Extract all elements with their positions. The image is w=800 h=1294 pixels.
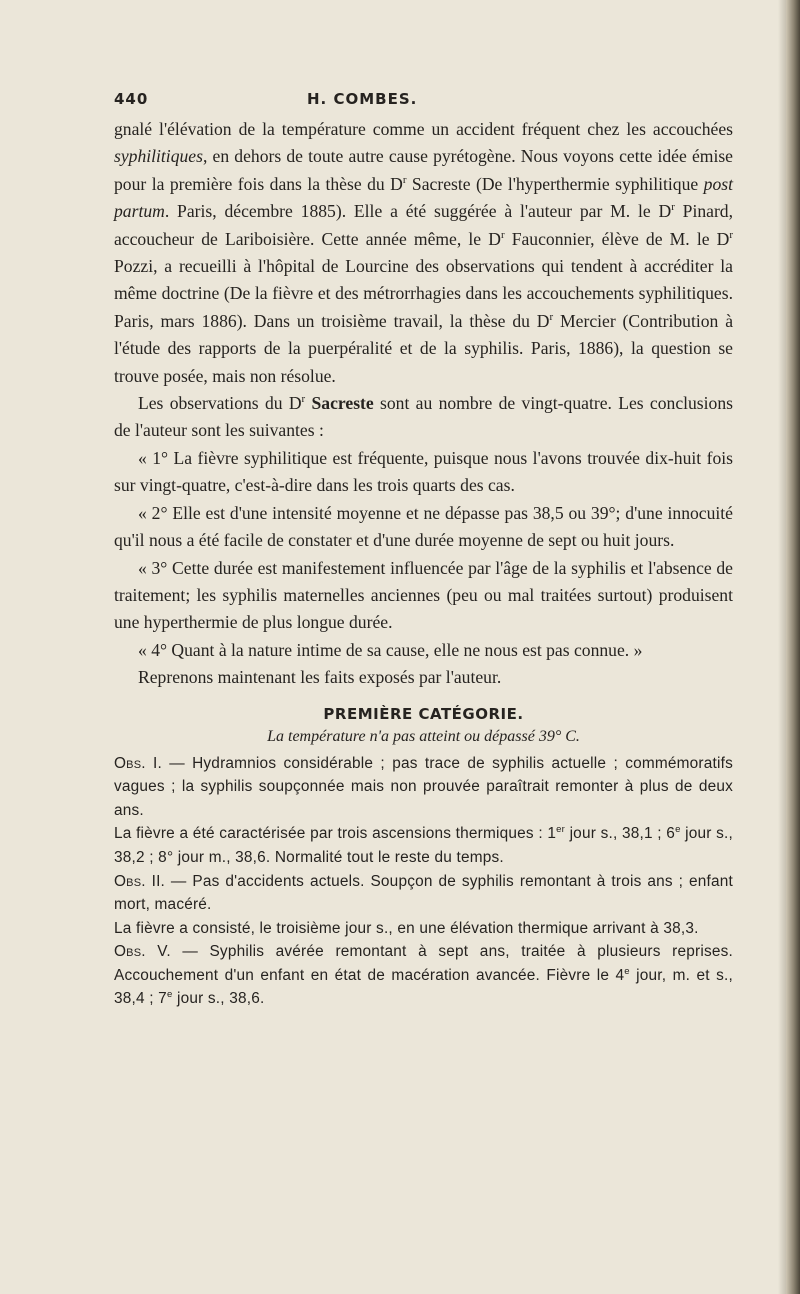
text-run: Pozzi, a recueilli à l'hôpital de Lourcine des observations qui tendent à accréditer la même doctrine (De la fièvre et des métrorrhagies dans les accouchements syphilitiques. Paris, mars 1886). Dans un troisième travail, la thèse du D	[114, 256, 733, 331]
section-heading	[114, 703, 733, 725]
observation-paragraph	[114, 870, 733, 917]
text-run: La température n'a pas atteint ou dépassé	[267, 727, 535, 745]
body-paragraph	[114, 116, 733, 390]
text-run: — Syphilis avérée remontant à sept ans, traitée à plusieurs reprises. Accouchement d'un enfant en état de macération avancée. Fièvre le 4	[114, 943, 733, 984]
text-run: — Pas d'accidents actuels. Soupçon de syphilis remontant à trois ans ; enfant mort, macéré.	[114, 872, 733, 914]
text-run: Sacreste	[311, 393, 374, 414]
text-run: . Paris, décembre 1885). Elle a été suggérée à l'auteur par M. le D	[164, 201, 672, 222]
text-run: Fauconnier, élève de M. le D	[504, 228, 730, 249]
text-run: gnalé l'élévation de la température comme un accident fréquent chez les accouchées	[114, 119, 733, 139]
superscript: r	[549, 310, 554, 323]
observation-label: Obs. I.	[114, 754, 162, 772]
observation-paragraph	[114, 822, 733, 869]
text-run: Pinard, accoucheur de Lariboisière. Cette année même, le D	[114, 201, 733, 249]
observation-paragraph	[114, 917, 733, 941]
running-head-author: H. COMBES.	[307, 90, 418, 108]
text-run: PREMIÈRE CATÉGORIE.	[323, 704, 524, 723]
section-subheading	[114, 725, 733, 748]
body-paragraph	[114, 637, 733, 664]
page-body	[114, 116, 733, 1011]
text-run: post partum	[114, 173, 733, 222]
text-run: La fièvre a été caractérisée par trois ascensions thermiques : 1	[114, 825, 557, 843]
page-number: 440	[114, 90, 149, 108]
body-paragraph	[114, 500, 733, 555]
text-run: jour, m. et s., 38,4 ; 7	[114, 966, 733, 1008]
text-run: — Hydramnios considérable ; pas trace de syphilis actuelle ; commémoratifs vagues ; la syphilis soupçonnée mais non prouvée paraîtrait remonter à plus de deux ans.	[114, 754, 733, 819]
text-run: , en dehors de toute autre cause pyrétogène. Nous voyons cette idée émise pour la première fois dans la thèse du D	[114, 146, 733, 194]
text-run: « 2° Elle est d'une intensité moyenne et ne dépasse pas 38,5 ou 39°; d'une innocuité qu'il nous a été facile de constater et d'une durée moyenne de sept ou huit jours.	[114, 502, 733, 551]
superscript: r	[500, 228, 505, 241]
page-edge	[786, 0, 800, 1294]
text-run: « 1° La fièvre syphilitique est fréquente, puisque nous l'avons trouvée dix-huit fois sur vingt-quatre, c'est-à-dire dans les trois quarts des cas.	[114, 447, 733, 496]
observation-label: Obs. II.	[114, 872, 166, 890]
superscript: er	[556, 824, 566, 836]
superscript: e	[624, 965, 630, 977]
text-run: Les observations du D	[138, 393, 302, 414]
text-run: « 3° Cette durée est manifestement influencée par l'âge de la syphilis et l'absence de traitement; les syphilis maternelles anciennes (peu ou mal traitées surtout) produisent une hyperthermie de plus longue durée.	[114, 557, 733, 633]
body-paragraph	[114, 445, 733, 500]
text-run: Sacreste (De l'hyperthermie syphilitique	[406, 173, 704, 194]
body-paragraph	[114, 664, 733, 691]
text-run: Mercier (Contribution à l'étude des rapports de la puerpéralité et de la syphilis. Paris, 1886), la question se trouve posée, mais non résolue.	[114, 310, 734, 386]
text-run: 39° C.	[534, 727, 580, 745]
page-gutter-shadow	[778, 0, 786, 1294]
observation-label: Obs. V.	[114, 943, 171, 961]
text-run: sont au nombre de vingt-quatre. Les conclusions de l'auteur sont les suivantes :	[114, 393, 733, 441]
text-run: jour s., 38,1 ; 6	[565, 825, 676, 843]
superscript: r	[301, 393, 306, 406]
body-paragraph	[114, 390, 733, 445]
superscript: e	[166, 989, 173, 1001]
running-head	[114, 90, 734, 116]
text-run: syphilitiques	[114, 146, 203, 167]
superscript: r	[671, 201, 675, 214]
text-run: Reprenons maintenant les faits exposés par l'auteur.	[138, 667, 502, 688]
text-run: jour s., 38,2 ; 8° jour m., 38,6. Normalité tout le reste du temps.	[114, 825, 734, 866]
superscript: r	[729, 228, 733, 241]
text-run: jour s., 38,6.	[172, 990, 265, 1008]
observation-paragraph	[114, 752, 733, 823]
text-run: « 4° Quant à la nature intime de sa cause, elle ne nous est pas connue. »	[138, 639, 643, 660]
text-run: La fièvre a consisté, le troisième jour s., en une élévation thermique arrivant à 38,3.	[114, 919, 699, 937]
superscript: r	[402, 173, 407, 186]
body-paragraph	[114, 555, 733, 637]
observation-paragraph	[114, 940, 733, 1011]
superscript: e	[675, 824, 681, 836]
